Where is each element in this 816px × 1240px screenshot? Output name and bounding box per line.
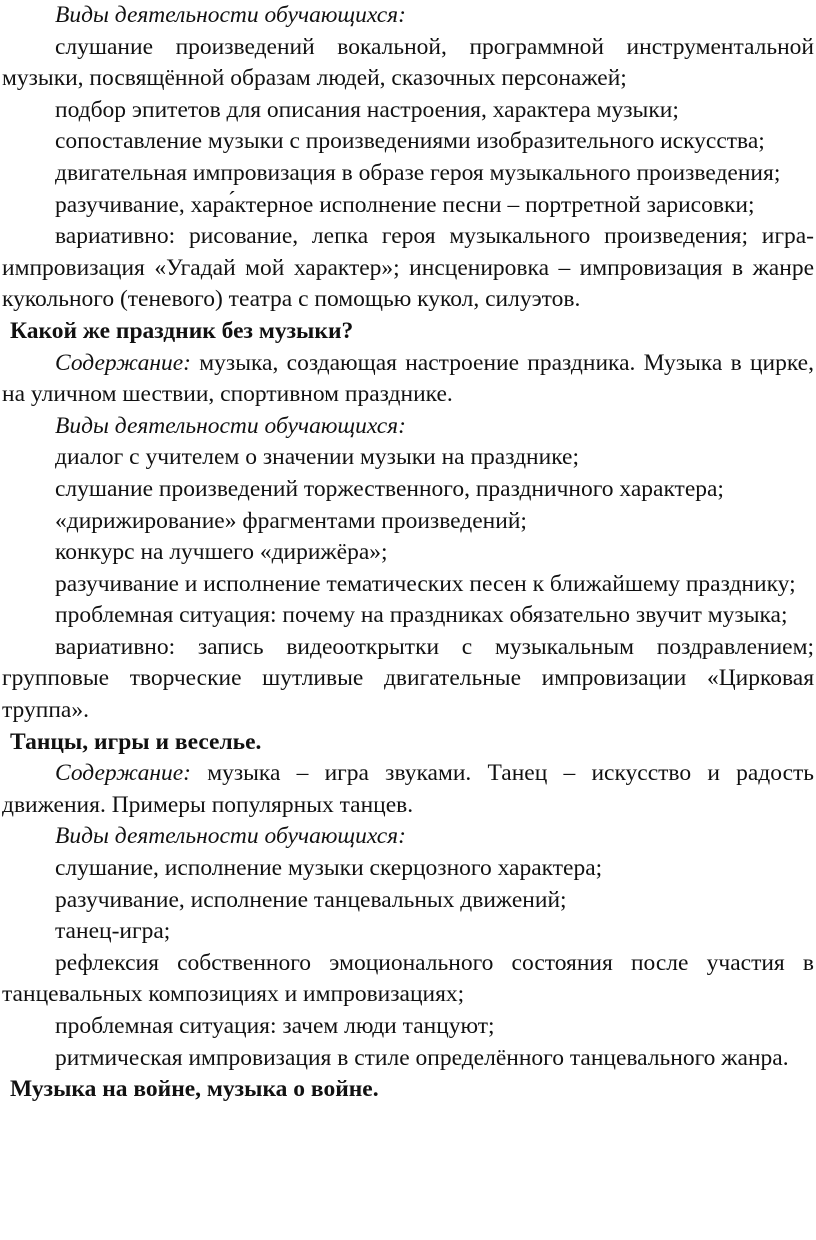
activity-item: вариативно: запись видеооткрытки с музыкальным поздравлением; групповые творческие шутливые двигательные импровизации «Цирковая труппа». — [2, 633, 814, 724]
activity-item: подбор эпитетов для описания настроения, характера музыки; — [55, 96, 679, 123]
activity-item: сопоставление музыки с произведениями изобразительного искусства; — [55, 128, 765, 155]
activities-label: Виды деятельности обучающихся: — [55, 823, 406, 850]
activity-item: разучивание, хара́ктерное исполнение песни – портретной зарисовки; — [55, 191, 755, 218]
activity-item: конкурс на лучшего «дирижёра»; — [55, 539, 388, 566]
content-paragraph — [2, 348, 814, 411]
content-text: музыка, создающая настроение праздника. Музыка в цирке, на уличном шествии, спортивном празднике. — [2, 349, 814, 408]
activity-item: разучивание, исполнение танцевальных движений; — [55, 886, 567, 913]
activities-label: Виды деятельности обучающихся: — [55, 412, 406, 439]
activity-item: диалог с учителем о значении музыки на празднике; — [55, 444, 579, 471]
section-heading: Музыка на войне, музыка о войне. — [10, 1076, 379, 1103]
section-heading: Какой же праздник без музыки? — [10, 317, 354, 344]
activity-item: проблемная ситуация: зачем люди танцуют; — [55, 1013, 495, 1039]
activity-item: вариативно: рисование, лепка героя музыкального произведения; игра-импровизация «Угадай мой характер»; инсценировка – импровизация в жанре кукольного (теневого) театра с помощью кукол, силуэтов. — [2, 223, 814, 313]
content-label: Содержание: — [55, 760, 192, 787]
activity-item: ритмическая импровизация в стиле определённого танцевального жанра. — [55, 1044, 789, 1071]
content-paragraph — [2, 758, 814, 821]
activity-item: слушание, исполнение музыки скерцозного характера; — [55, 855, 603, 882]
activity-item: танец-игра; — [55, 918, 171, 945]
activity-item: двигательная импровизация в образе героя музыкального произведения; — [55, 159, 781, 186]
section-heading: Танцы, игры и веселье. — [10, 728, 262, 755]
content-text: музыка – игра звуками. Танец – искусство и радость движения. Примеры популярных танцев. — [2, 760, 814, 818]
activity-item: слушание произведений вокальной, программной инструментальной музыки, посвящённой образам людей, сказочных персонажей; — [2, 33, 814, 92]
activity-item: «дирижирование» фрагментами произведений; — [55, 507, 527, 534]
content-label: Содержание: — [55, 349, 192, 376]
activity-item: рефлексия собственного эмоционального состояния после участия в танцевальных композициях и импровизациях; — [2, 949, 814, 1008]
activity-item: проблемная ситуация: почему на праздниках обязательно звучит музыка; — [55, 602, 788, 629]
activity-item: слушание произведений торжественного, праздничного характера; — [55, 475, 724, 502]
activity-item: разучивание и исполнение тематических песен к ближайшему празднику; — [55, 570, 796, 597]
activities-label: Виды деятельности обучающихся: — [55, 2, 406, 28]
